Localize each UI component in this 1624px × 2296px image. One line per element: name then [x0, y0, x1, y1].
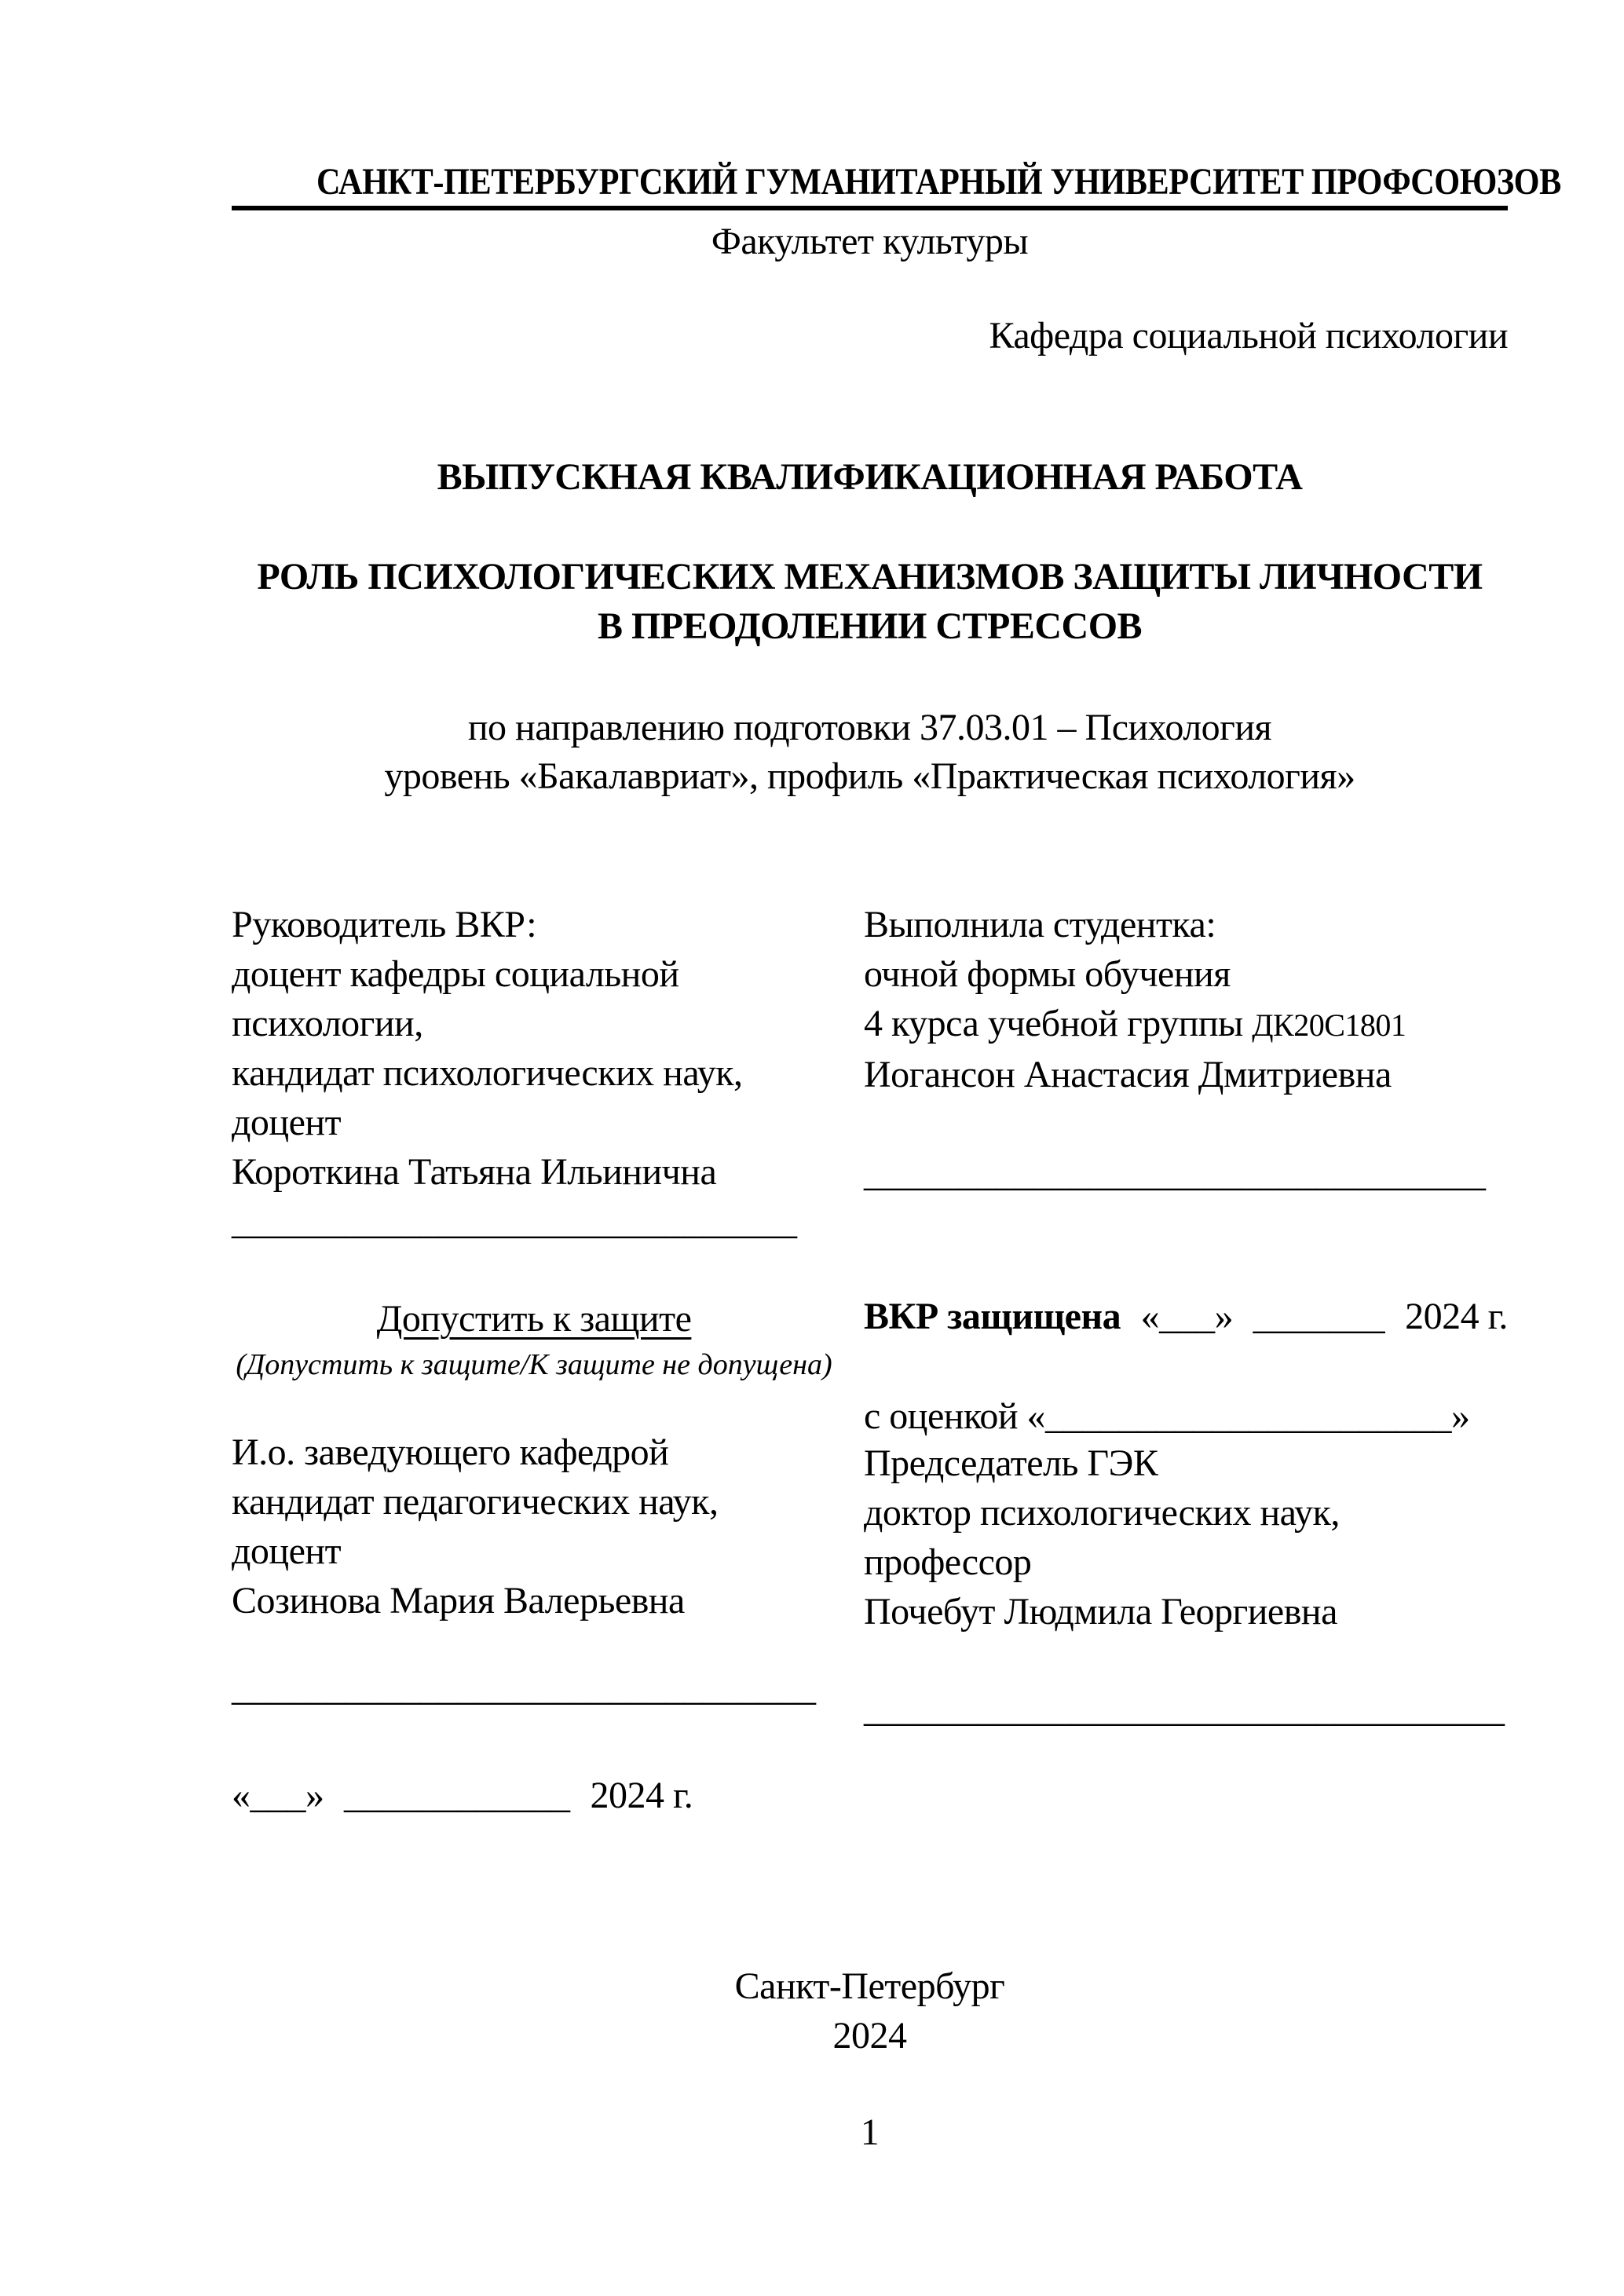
- publication-year: 2024: [832, 2015, 907, 2057]
- faculty-name: Факультет культуры: [711, 221, 1029, 262]
- program-block: [232, 704, 1508, 801]
- admission-degree-line: кандидат педагогических наук,: [232, 1481, 719, 1523]
- gek-chair-name: Почебут Людмила Георгиевна: [864, 1591, 1337, 1632]
- student-label: Выполнила студентка:: [864, 904, 1216, 945]
- admission-note: (Допустить к защите/К защите не допущена): [236, 1348, 832, 1381]
- thesis-title-line2: В ПРЕОДОЛЕНИИ СТРЕССОВ: [597, 605, 1143, 647]
- admission-date-line: [232, 1771, 693, 1820]
- advisor-position-line-1: доцент кафедры социальной: [232, 953, 679, 995]
- student-block: [864, 900, 1508, 1198]
- page-content: [232, 0, 1561, 2296]
- student-name: Иогансон Анастасия Дмитриевна: [864, 1054, 1392, 1095]
- university-name: САНКТ-ПЕТЕРБУРГСКИЙ ГУМАНИТАРНЫЙ УНИВЕРСИТЕТ ПРОФСОЮЗОВ: [316, 161, 1561, 203]
- advisor-position-line-2: психологии,: [232, 1003, 423, 1044]
- gek-chair-title: Председатель ГЭК: [864, 1442, 1158, 1484]
- defense-grade-line: с оценкой «______________________»: [864, 1395, 1470, 1437]
- admission-date-year: 2024 г.: [590, 1775, 693, 1816]
- department-name: Кафедра социальной психологии: [989, 315, 1508, 356]
- program-direction: по направлению подготовки 37.03.01 – Психология: [467, 707, 1272, 748]
- work-type-heading: ВЫПУСКНАЯ КВАЛИФИКАЦИОННАЯ РАБОТА: [437, 456, 1303, 498]
- gek-chair-rank-line: профессор: [864, 1541, 1032, 1583]
- student-group-line: [864, 999, 1508, 1050]
- defense-status-line: [864, 1292, 1508, 1341]
- admission-official-line: И.о. заведующего кафедрой: [232, 1431, 669, 1473]
- admission-block: [232, 1428, 836, 1625]
- defense-year: 2024 г.: [1405, 1296, 1508, 1337]
- admission-signature-line: _______________________________: [232, 1667, 816, 1709]
- gek-chair-block: [864, 1439, 1508, 1636]
- city-name: Санкт-Петербург: [734, 1965, 1005, 2007]
- thesis-title: [232, 552, 1508, 651]
- program-level: уровень «Бакалавриат», профиль «Практическая психология»: [384, 755, 1355, 797]
- student-group-prefix: 4 курса учебной группы: [864, 1003, 1243, 1044]
- defense-signature-line: __________________________________: [864, 1688, 1505, 1730]
- defense-day-blank: «___»: [1140, 1296, 1234, 1337]
- advisor-signature-line: ______________________________: [232, 1201, 797, 1242]
- advisor-degree-line: кандидат психологических наук,: [232, 1052, 743, 1094]
- advisor-name: Короткина Татьяна Ильинична: [232, 1151, 717, 1193]
- admission-heading-text: Допустить к защите: [376, 1298, 692, 1340]
- defense-status-label: ВКР защищена: [864, 1296, 1121, 1337]
- university-header: [232, 157, 1561, 210]
- admission-date-month-blank: ____________: [344, 1775, 570, 1816]
- student-signature-line: _________________________________: [864, 1153, 1486, 1194]
- admission-rank-line: доцент: [232, 1530, 342, 1572]
- advisor-rank-line: доцент: [232, 1102, 342, 1143]
- advisor-block: [232, 900, 836, 1246]
- student-study-form: очной формы обучения: [864, 953, 1231, 995]
- admission-date-day-blank: «___»: [232, 1775, 324, 1816]
- admission-heading-block: [232, 1294, 836, 1386]
- defense-month-blank: _______: [1253, 1296, 1385, 1337]
- spacer-row: [864, 1099, 1508, 1149]
- admission-official-name: Созинова Мария Валерьевна: [232, 1580, 685, 1621]
- page-number: 1: [860, 2111, 880, 2153]
- thesis-title-line1: РОЛЬ ПСИХОЛОГИЧЕСКИХ МЕХАНИЗМОВ ЗАЩИТЫ ЛИЧНОСТИ: [257, 556, 1483, 598]
- admission-heading: [232, 1294, 836, 1344]
- advisor-label: Руководитель ВКР:: [232, 904, 537, 945]
- student-group-code: ДК20С1801: [1252, 1007, 1406, 1043]
- gek-chair-degree-line: доктор психологических наук,: [864, 1492, 1340, 1534]
